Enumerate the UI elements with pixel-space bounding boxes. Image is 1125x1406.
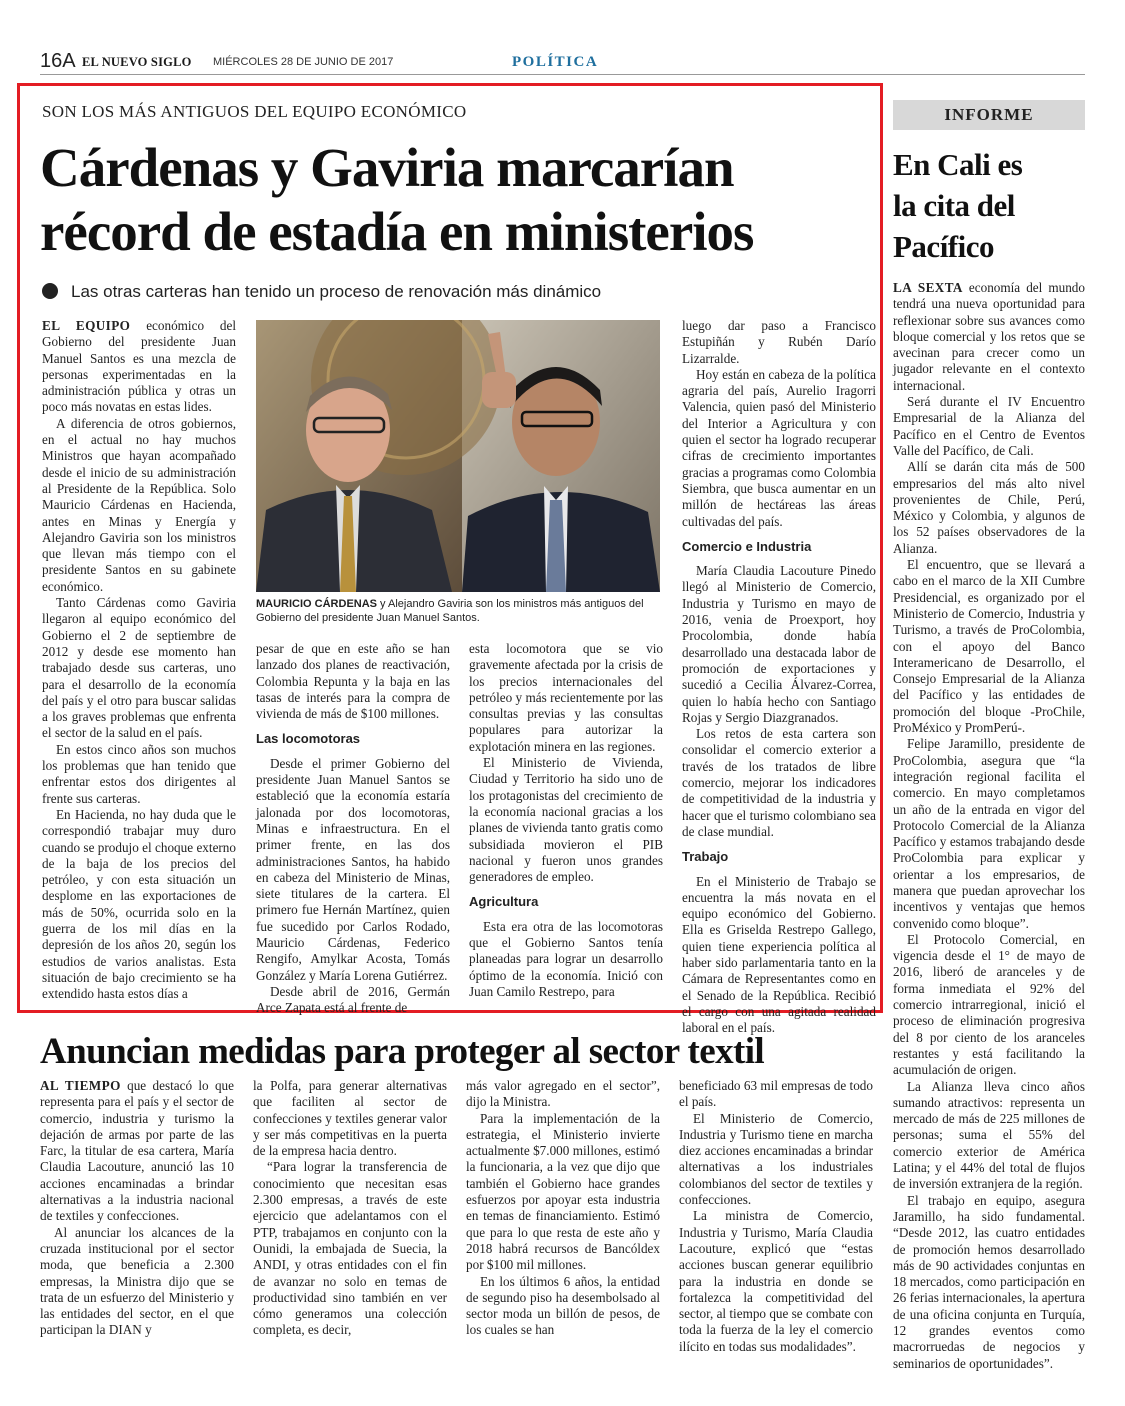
photo-caption: MAURICIO CÁRDENAS y Alejandro Gaviria son los ministros más antiguos del Gobierno del presidente Juan Manuel Santos. — [256, 598, 644, 624]
paragraph: Felipe Jaramillo, presidente de ProColombia, asegura que “la integración regional facilita el comercio. En mayo completamos un año de la entrada en vigor del Protocolo Comercial de la Alianza Pacífico y estamos trabajando desde ProColombia para explicar y orientar a los empresarios, de manera que puedan aprovechar los incentivos y ventajas que hemos convenido como bloque”. — [893, 736, 1085, 931]
paragraph: En el Ministerio de Trabajo se encuentra la más novata en el equipo económico del Gobierno. Ella es Griselda Restrepo Gallego, quien tiene experiencia política al haber sido parlamentaria tanto en la Cámara de Representantes como en el Senado de la República. Recibió el cargo con una agitada realidad laboral en el país. — [682, 873, 876, 1036]
main-col-3 — [469, 641, 663, 1000]
sidebar-headline-line3: Pacífico — [893, 229, 995, 264]
second-col-2 — [253, 1078, 447, 1339]
main-col-1 — [42, 318, 236, 1002]
paragraph: luego dar paso a Francisco Estupiñán y Rubén Darío Lizarralde. — [682, 318, 876, 366]
paragraph: “Para lograr la transferencia de conocimiento que necesitan esas 2.300 empresas, a través de este ejercicio que adelantamos con el PTP, trabajamos en conjunto con la Ounidi, la embajada de Suecia, la ANDI, y otras entidades con el fin de avanzar no solo en temas de productividad sino también en ver cómo generamos una colección completa, es decir, — [253, 1159, 447, 1338]
paragraph: Tanto Cárdenas como Gaviria llegaron al equipo económico del Gobierno el 2 de septiembre de 2012 y desde ese momento han trabajado desde sus carteras, uno para el desarrollo de la economía del país y el otro para buscar salidas a los graves problemas que enfrenta el sector de la salud en el país. — [42, 595, 236, 741]
main-headline-line1: Cárdenas y Gaviria marcarían — [40, 137, 734, 198]
sidebar-headline-line2: la cita del — [893, 188, 1015, 223]
paragraph: EL EQUIPO económico del Gobierno del presidente Juan Manuel Santos es una mezcla de personas experimentadas en la administración pública y otras un poco más novatas en estas lides. — [42, 318, 236, 415]
paragraph: Será durante el IV Encuentro Empresarial de la Alianza del Pacífico en el Centro de Eventos Valle del Pacífico, de Cali. — [893, 394, 1085, 458]
paragraph: En Hacienda, no hay duda que le correspondió trabajar muy duro cuando se produjo el choque externo de la baja de los precios del petróleo, y con esta situación un desplome en las exportaciones de más de 50%, ocurrida solo en la guerra de los mil días en la depresión de los años 20, según los estudios de varios analistas. Esta situación de bajo crecimiento se ha extendido hasta estos días a — [42, 806, 236, 1002]
main-col-4 — [682, 318, 876, 1036]
paragraph: El Ministerio de Vivienda, Ciudad y Territorio ha sido uno de los protagonistas del crecimiento de la economía nacional gracias a los planes de vivienda tanto gratis como subsidiada movieron el PIB nacional y fueron unos grandes generadores de empleo. — [469, 755, 663, 885]
sidebar-informe — [893, 100, 1085, 267]
paragraph: La ministra de Comercio, Industria y Turismo, María Claudia Lacouture, explicó que “estas acciones buscan generar equilibrio para la industria en donde se fortalezca la competitividad del sector, al tiempo que se combate con toda la fuerza de la ley el comercio ilícito en todas sus modalidades”. — [679, 1208, 873, 1354]
paragraph: Hoy están en cabeza de la política agraria del país, Aurelio Iragorri Valencia, quien pasó del Ministerio del Interior a Agricultura y con quien el sector ha logrado recuperar cifras de crecimiento importantes gracias a programas como Colombia Siembra, que busca aumentar en un millón de hectáreas las áreas cultivadas del país. — [682, 366, 876, 529]
sidebar-headline-line1: En Cali es — [893, 147, 1023, 182]
paragraph: Al anunciar los alcances de la cruzada institucional por el sector moda, que beneficia a 2.300 empresas, la Ministra dijo que se trata de un esfuerzo del Ministerio y las entidades del sector, en el que participan la DIAN y — [40, 1224, 234, 1338]
paper-name: EL NUEVO SIGLO — [82, 55, 192, 69]
story-kicker: SON LOS MÁS ANTIGUOS DEL EQUIPO ECONÓMICO — [42, 102, 467, 121]
paragraph: En los últimos 6 años, la entidad de segundo piso ha desembolsado al sector moda un billón de pesos, de los cuales se han — [466, 1273, 660, 1338]
ministers-photo — [256, 320, 660, 592]
masthead-rule — [40, 74, 1085, 75]
second-col-3 — [466, 1078, 660, 1339]
second-story — [40, 1030, 880, 1074]
paragraph: La Alianza lleva cinco años sumando atractivos: representa un mercado de más de 225 millones de personas; suma el 55% del comercio exterior de América Latina; y el 44% del total de flujos de inversión extranjera de la región. — [893, 1078, 1085, 1192]
paragraph: AL TIEMPO que destacó lo que representa para el país y el sector de comercio, industria y turismo la dejación de armas por parte de las Farc, la titular de esa cartera, María Claudia Lacouture, anunció las 10 acciones encaminadas a brindar alternativas a la industria nacional de textiles y confecciones. — [40, 1078, 235, 1224]
lead-words: EL EQUIPO — [42, 318, 131, 333]
paragraph: Para la implementación de la estrategia, el Ministerio invierte actualmente $7.000 millones, estimó la funcionaria, a la vez que dijo que también el Gobierno hace grandes esfuerzos por apoyar esta industria en temas de financiamiento. Estimó que para lo que resta de este año y 2018 habrá recursos de Bancóldex por $100 mil millones. — [466, 1110, 660, 1273]
caption-name: MAURICIO CÁRDENAS — [256, 598, 377, 610]
paragraph: El trabajo en equipo, asegura Jaramillo, ha sido fundamental. “Desde 2012, las cuatro entidades de promoción hemos desarrollado más de 90 actividades conjuntas en 18 mercados, como participación en 26 ferias internacionales, la apertura de una oficina conjunta en Turquía, 12 grandes eventos como macrorruedas de negocios y seminarios de oportunidades”. — [893, 1192, 1085, 1371]
bullet-icon — [42, 283, 58, 299]
subsection-heading: Agricultura — [469, 894, 539, 910]
paragraph: pesar de que en este año se han lanzado dos planes de reactivación, Colombia Repunta y la baja en las tasas de interés para la compra de vivienda de más de $100 millones. — [256, 641, 450, 722]
publication-date: MIÉRCOLES 28 DE JUNIO DE 2017 — [213, 56, 394, 68]
lead-words: LA SEXTA — [893, 280, 963, 295]
section-label: POLÍTICA — [512, 54, 599, 70]
main-story-frame — [17, 83, 883, 1036]
sidebar-tag: INFORME — [893, 100, 1085, 130]
lead-words: AL TIEMPO — [40, 1078, 121, 1093]
paragraph: En estos cinco años son muchos los problemas que han tenido que enfrentar estos dos dirigentes al frente sus carteras. — [42, 741, 236, 806]
paragraph: beneficiado 63 mil empresas de todo el país. — [679, 1078, 873, 1110]
story-subhead — [42, 282, 601, 302]
subsection-heading: Comercio e Industria — [682, 538, 812, 554]
second-col-4 — [679, 1078, 873, 1355]
paragraph: Allí se darán cita más de 500 empresarios del más alto nivel provenientes de Chile, Perú, México y Colombia, y algunos de los 52 países observadores de la Alianza. — [893, 459, 1085, 556]
paragraph: LA SEXTA economía del mundo tendrá una nueva oportunidad para reflexionar sobre sus avances como bloque comercial y los retos que se avecinan para crecer como un jugador relevante en el contexto internacional. — [893, 280, 1085, 393]
page-number: 16A — [40, 50, 76, 72]
second-col-1 — [40, 1078, 234, 1339]
paragraph: El encuentro, que se llevará a cabo en el marco de la XII Cumbre Presidencial, es organizado por el Ministerio de Comercio, Industria y Turismo, a través de ProColombia, con el apoyo del Banco Interamericano de Desarrollo, el Consejo Empresarial de la Alianza del Pacífico y las entidades de promoción del bloque -ProChile, ProMéxico y PromPerú-. — [893, 557, 1085, 736]
paragraph: El Ministerio de Comercio, Industria y Turismo tiene en marcha diez acciones encaminadas a brindar alternativas a los industriales colombianos del sector de textiles y confecciones. — [679, 1110, 873, 1208]
sidebar-body — [893, 280, 1085, 1372]
paragraph: Los retos de esta cartera son consolidar el comercio exterior a través de los tratados de libre comercio, mejorar los indicadores de competitividad de la industria y hacer que el turismo colombiano sea de clase mundial. — [682, 726, 876, 839]
sidebar-headline — [893, 144, 1085, 267]
paragraph: Desde abril de 2016, Germán Arce Zapata está al frente de — [256, 983, 450, 1016]
subsection-heading: Las locomotoras — [256, 731, 361, 747]
subhead-text: Las otras carteras han tenido un proceso de renovación más dinámico — [71, 282, 602, 301]
main-headline-line2: récord de estadía en ministerios — [40, 201, 754, 262]
paragraph: Desde el primer Gobierno del presidente Juan Manuel Santos se estableció que la economía estaría jalonada por dos locomotoras, Minas e infraestructura. En el primer frente, en las dos administraciones Santos, ha habido en cabeza del Ministerio de Minas, siete titulares de la cartera. El primero fue Hernán Martínez, quien fue sucedido por Carlos Rodado, Mauricio Cárdenas, Federico Rengifo, Amylkar Acosta, Tomás González y María Lorena Gutiérrez. — [256, 755, 450, 983]
second-headline: Anuncian medidas para proteger al sector textil — [40, 1031, 765, 1072]
paragraph: El Protocolo Comercial, en vigencia desde el 1° de mayo de 2016, liberó de aranceles y de forma inmediata el 92% del comercio intrarregional, inició el proceso de eliminación progresiva del 8 por ciento de los aranceles restantes y está facilitando la acumulación de origen. — [893, 931, 1085, 1078]
paragraph: Esta era otra de las locomotoras que el Gobierno Santos tenía planeadas para lograr un desarrollo óptimo de la economía. Inició con Juan Camilo Restrepo, para — [469, 918, 663, 999]
paragraph: María Claudia Lacouture Pinedo llegó al Ministerio de Comercio, Industria y Turismo en mayo de 2016, venia de Proexport, hoy Procolombia, donde había desarrollado una destacada labor de promoción de exportaciones y sucedió a Cecilia Álvarez-Correa, quien lo había hecho con Santiago Rojas y Sergio Diazgranados. — [682, 563, 876, 725]
main-headline — [40, 136, 880, 264]
paragraph: más valor agregado en el sector”, dijo la Ministra. — [466, 1078, 660, 1110]
photo-illustration — [256, 320, 660, 592]
main-col-2 — [256, 641, 450, 1017]
masthead — [40, 50, 1085, 74]
paragraph: A diferencia de otros gobiernos, en el actual no hay muchos Ministros que hayan acompañado desde el inicio de su administración al Presidente de la República. Solo Mauricio Cárdenas en Hacienda, antes en Minas y Energía y Alejandro Gaviria son los ministros que llevan más tiempo con el presidente Santos en su gabinete económico. — [42, 415, 236, 594]
paragraph: la Polfa, para generar alternativas que faciliten al sector de confecciones y textiles generar valor y ser más competitivas en la puerta de la empresa hacia dentro. — [253, 1078, 447, 1159]
subsection-heading: Trabajo — [682, 849, 729, 865]
paragraph: esta locomotora que se vio gravemente afectada por la crisis de los precios internacionales del petróleo y más recientemente por las consultas previas y las consultas populares para autorizar la explotación minera en las regiones. — [469, 641, 663, 754]
